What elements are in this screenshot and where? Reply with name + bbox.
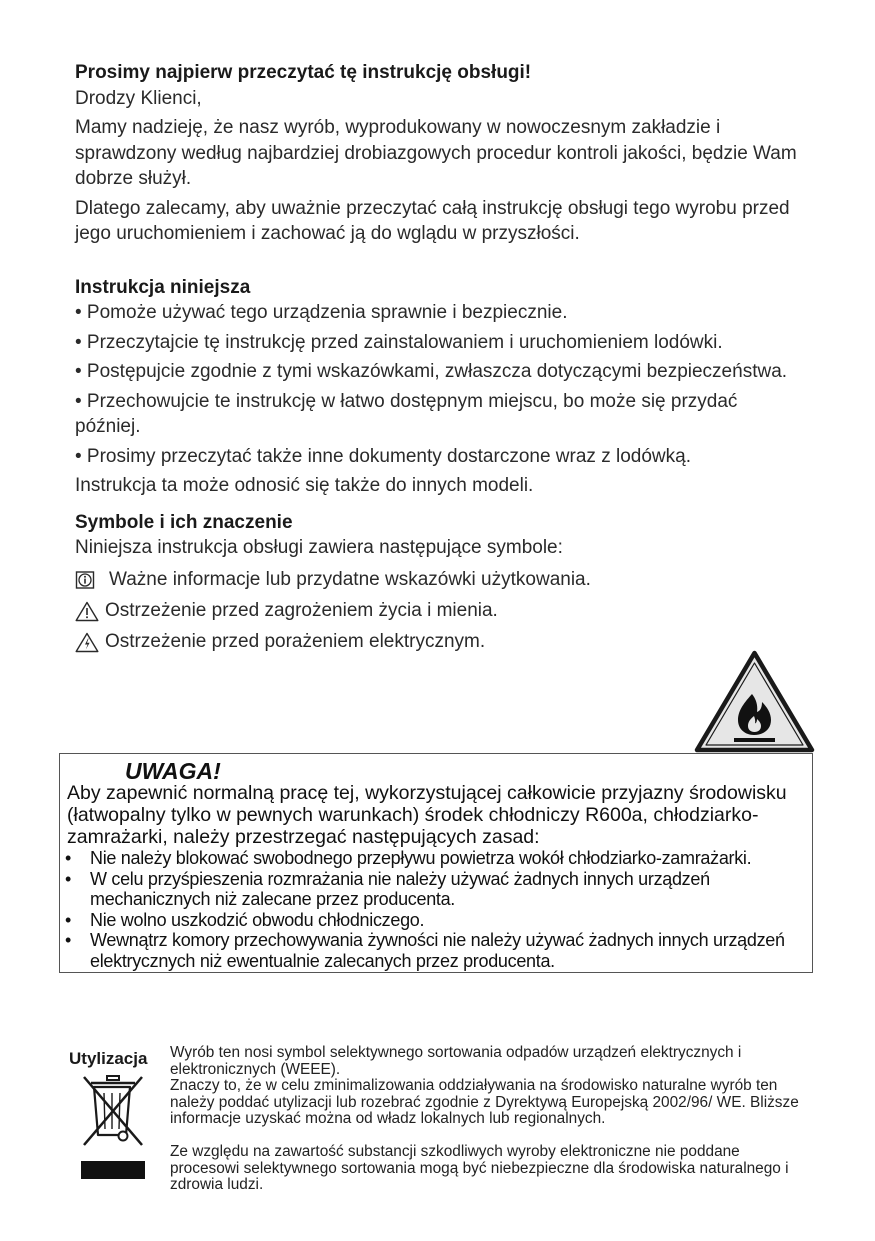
- intro-heading: Prosimy najpierw przeczytać tę instrukcję obsługi!: [75, 62, 532, 83]
- manual-bullet: • Przeczytajcie tę instrukcję przed zainstalowaniem i uruchomieniem lodówki.: [75, 331, 723, 353]
- electric-shock-warning-icon: [75, 632, 99, 653]
- bullet-icon: •: [65, 868, 72, 889]
- weee-crossed-bin-icon: [80, 1073, 146, 1181]
- disposal-paragraph: Znaczy to, że w celu zminimalizowania oddziaływania na środowisko naturalne wyrób ten należy poddać utylizacji lub rozebrać zgodnie z Dyrektywą Europejską 2002/96/ WE. Bliższe informacje uzyskać można od władz lokalnych lub regionalnych.: [170, 1077, 799, 1127]
- manual-heading: Instrukcja niniejsza: [75, 276, 251, 298]
- warning-item: • Wewnątrz komory przechowywania żywności nie należy używać żadnych innych urządzeń elektrycznych niż ewentualnie zalecanych przez producenta.: [65, 930, 785, 971]
- bullet-icon: •: [65, 848, 72, 868]
- disposal-label: Utylizacja: [69, 1049, 148, 1068]
- symbol-description: Ostrzeżenie przed porażeniem elektrycznym.: [105, 631, 486, 653]
- warning-title: UWAGA!: [125, 758, 221, 784]
- warning-item: • W celu przyśpieszenia rozmrażania nie należy używać żadnych innych urządzeń mechanicznych niż zalecane przez producenta.: [65, 868, 710, 909]
- flammable-warning-icon: [694, 650, 815, 753]
- warning-item: • Nie należy blokować swobodnego przepływu powietrza wokół chłodziarko-zamrażarki.: [65, 848, 752, 868]
- disposal-text: [170, 1045, 806, 1194]
- intro-paragraph: Mamy nadzieję, że nasz wyrób, wyprodukowany w nowoczesnym zakładzie i sprawdzony według najbardziej drobiazgowych procedur kontroli jakości, będzie Wam dobrze służył.: [75, 117, 797, 189]
- symbols-heading: Symbole i ich znaczenie: [75, 511, 293, 533]
- warning-triangle-icon: [75, 601, 99, 622]
- disposal-paragraph: Wyrób ten nosi symbol selektywnego sortowania odpadów urządzeń elektrycznych i elektronicznych (WEEE).: [170, 1044, 742, 1078]
- symbol-row-warning: [75, 596, 805, 627]
- warning-item: • Nie wolno uszkodzić obwodu chłodniczego.: [65, 909, 425, 930]
- symbol-description: Ostrzeżenie przed zagrożeniem życia i mienia.: [105, 600, 498, 622]
- warning-box: [59, 753, 813, 973]
- symbol-row-info: [75, 565, 805, 596]
- info-icon: [75, 570, 95, 590]
- intro-paragraph: Dlatego zalecamy, aby uważnie przeczytać całą instrukcję obsługi tego wyrobu przed jego uruchomieniem i zachować ją do wglądu w przyszłości.: [75, 197, 790, 244]
- bullet-icon: •: [65, 930, 72, 950]
- bullet-icon: •: [65, 909, 72, 930]
- disposal-paragraph: Ze względu na zawartość substancji szkodliwych wyroby elektroniczne nie poddane procesowi selektywnego sortowania mogą być niebezpieczne dla środowiska naturalnego i zdrowia ludzi.: [170, 1143, 789, 1193]
- warning-intro: Aby zapewnić normalną pracę tej, wykorzystującej całkowicie przyjazny środowisku (łatwopalny tylko w pewnych warunkach) środek chłodniczy R600a, chłodziarko-zamrażarki, należy przestrzegać następujących zasad:: [67, 782, 787, 848]
- symbol-description: Ważne informacje lub przydatne wskazówki użytkowania.: [109, 569, 591, 591]
- warning-list: [60, 848, 812, 971]
- main-content: [75, 60, 805, 658]
- symbols-intro: Niniejsza instrukcja obsługi zawiera następujące symbole:: [75, 537, 563, 558]
- intro-greeting: Drodzy Klienci,: [75, 87, 202, 109]
- manual-bullet: • Pomoże używać tego urządzenia sprawnie i bezpiecznie.: [75, 302, 568, 323]
- manual-bullet: • Prosimy przeczytać także inne dokumenty dostarczone wraz z lodówką.: [75, 445, 691, 467]
- manual-note: Instrukcja ta może odnosić się także do innych modeli.: [75, 475, 534, 496]
- manual-bullet: • Postępujcie zgodnie z tymi wskazówkami, zwłaszcza dotyczącymi bezpieczeństwa.: [75, 361, 788, 382]
- manual-bullet: • Przechowujcie te instrukcję w łatwo dostępnym miejscu, bo może się przydać później.: [75, 390, 738, 437]
